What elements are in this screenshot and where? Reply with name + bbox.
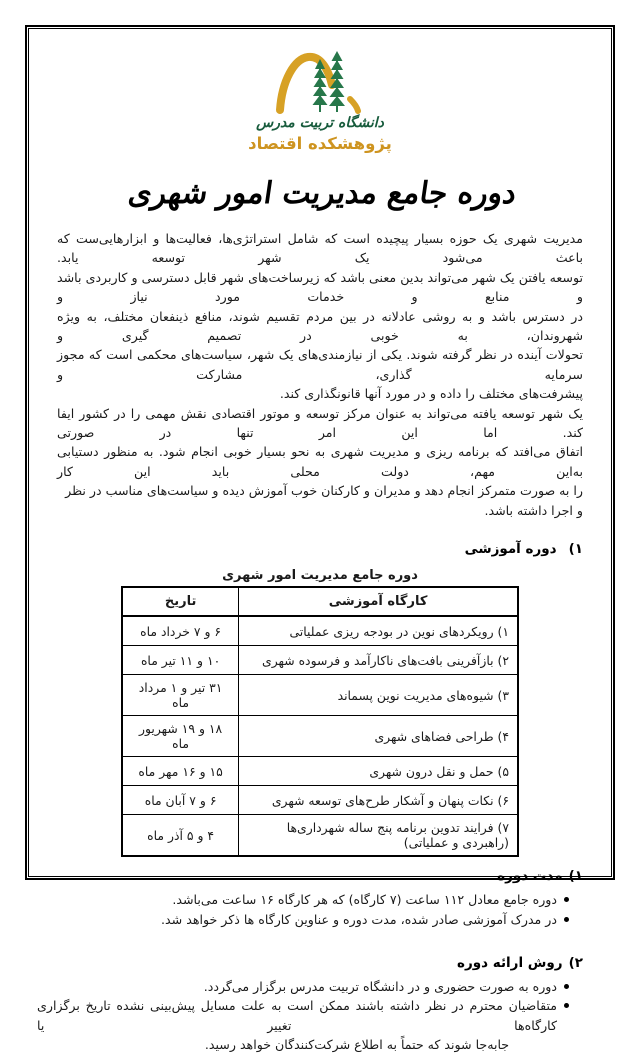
list-item xyxy=(57,977,569,996)
section-heading-delivery xyxy=(57,955,583,971)
section-label: مدت دوره xyxy=(497,868,563,885)
list-item xyxy=(57,890,569,909)
paragraph-line: یک شهر توسعه یافته می‌تواند به عنوان مرکز توسعه و موتور اقتصادی نقش مهمی را در کشور ایفا کند. اما این امر تنها در صورتی xyxy=(57,405,583,441)
table-header-row xyxy=(122,587,518,616)
date-cell: ۳۱ تیر و ۱ مرداد ماه xyxy=(122,675,239,716)
table-row xyxy=(122,716,518,757)
section-label: دوره آموزشی xyxy=(464,541,557,558)
bullet-text: متقاضیان محترم در نظر داشته باشند ممکن است به علت مسایل پیش‌بینی نشده تاریخ برگزاری کارگاه‌ها تغییر یا xyxy=(37,998,557,1033)
course-title: دوره جامع مدیریت امور شهری xyxy=(124,176,516,211)
bullet-icon xyxy=(564,917,569,922)
paragraph-line: را به صورت متمرکز انجام دهد و مدیران و کارکنان خوب آموزش دیده و سیاست‌های مناسب در نظر و اجرا داشته باشد. xyxy=(65,483,583,518)
delivery-bullet-list xyxy=(37,977,583,1055)
workshop-schedule-table xyxy=(121,586,519,857)
section-label: روش ارائه دوره xyxy=(457,954,563,971)
table-row xyxy=(122,815,518,857)
column-header-workshop: کارگاه آموزشی xyxy=(239,587,518,616)
university-name: دانشگاه تربیت مدرس xyxy=(256,115,384,131)
date-cell: ۱۵ و ۱۶ مهر ماه xyxy=(122,757,239,786)
header-logo-block xyxy=(57,49,583,153)
section-heading-training xyxy=(57,541,583,557)
bullet-icon xyxy=(564,984,569,989)
bullet-text-continuation: جابه‌جا شوند که حتماً به اطلاع شرکت‌کنندگان خواهد رسید. xyxy=(204,1037,510,1053)
paragraph-line: توسعه یافتن یک شهر می‌تواند بدین معنی باشد که زیرساخت‌های شهر قابل دسترسی و کاربردی باشد و منابع و خدمات مورد نیاز و xyxy=(57,269,583,305)
section-number: ۱) xyxy=(568,541,583,558)
bullet-icon xyxy=(564,897,569,902)
table-row xyxy=(122,757,518,786)
intro-paragraph xyxy=(57,229,583,404)
bullet-icon xyxy=(564,1003,569,1008)
table-row xyxy=(122,616,518,646)
list-item xyxy=(57,910,569,929)
workshop-cell: ۲) بازآفرینی بافت‌های ناکارآمد و فرسوده شهری xyxy=(239,646,518,675)
duration-bullet-list xyxy=(57,890,583,929)
table-row xyxy=(122,786,518,815)
section-number: ۲) xyxy=(568,954,583,971)
column-header-date: تاریخ xyxy=(122,587,239,616)
list-item xyxy=(37,996,569,1054)
bullet-text: دوره به صورت حضوری و در دانشگاه تربیت مدرس برگزار می‌گردد. xyxy=(203,978,557,994)
schedule-table-title: دوره جامع مدیریت امور شهری xyxy=(222,568,418,584)
document-content xyxy=(29,49,611,1055)
bullet-text: دوره جامع معادل ۱۱۲ ساعت (۷ کارگاه) که هر کارگاه ۱۶ ساعت می‌باشد. xyxy=(172,892,557,908)
date-cell: ۴ و ۵ آذر ماه xyxy=(122,815,239,857)
paragraph-line: در دسترس باشد و به روشی عادلانه در بین مردم تقسیم شوند، منافع ذینفعان مختلف، به ویژه شهروندان، به خوبی در تصمیم گیری و xyxy=(57,308,583,344)
page-border-inner xyxy=(28,28,612,1053)
logo-arch-foot xyxy=(350,99,358,111)
paragraph-line: تحولات آینده در نظر گرفته شوند. یکی از نیازمندی‌های یک شهر، سیاست‌های محکمی است که مجوز سرمایه گذاری، مشارکت و xyxy=(57,347,583,382)
section-number: ۱) xyxy=(568,868,583,885)
date-cell: ۶ و ۷ آبان ماه xyxy=(122,786,239,815)
date-cell: ۱۸ و ۱۹ شهریور ماه xyxy=(122,716,239,757)
date-cell: ۱۰ و ۱۱ تیر ماه xyxy=(122,646,239,675)
date-cell: ۶ و ۷ خرداد ماه xyxy=(122,616,239,646)
paragraph-line: اتفاق می‌افتد که برنامه ریزی و مدیریت شهری به نحو بسیار خوبی انجام شود. به منظور دستیابی به‌این مهم، دولت محلی باید این کار xyxy=(57,444,583,479)
bullet-text: در مدرک آموزشی صادر شده، مدت دوره و عناوین کارگاه ها ذکر خواهد شد. xyxy=(161,911,557,927)
paragraph-line: مدیریت شهری یک حوزه بسیار پیچیده است که شامل استراتژی‌ها، فعالیت‌ها و ابزارهایی‌ست که باعث می‌شود یک شهر توسعه یابد. xyxy=(57,231,583,266)
workshop-cell: ۴) طراحی فضاهای شهری xyxy=(239,716,518,757)
page-border-frame xyxy=(25,25,615,1053)
workshop-cell: ۳) شیوه‌های مدیریت نوین پسماند xyxy=(239,675,518,716)
workshop-cell: ۱) رویکردهای نوین در بودجه ریزی عملیاتی xyxy=(239,616,518,646)
table-row xyxy=(122,646,518,675)
intro-paragraph xyxy=(57,404,583,520)
section-heading-duration xyxy=(57,868,583,884)
university-logo-icon xyxy=(270,49,370,115)
paragraph-line: پیشرفت‌های مختلف را داده و در مورد آنها قانونگذاری کند. xyxy=(279,386,583,402)
institute-name: پژوهشکده اقتصاد xyxy=(248,134,392,153)
workshop-cell: ۷) فرایند تدوین برنامه پنج ساله شهرداری‌ها (راهبردی و عملیاتی) xyxy=(239,815,518,857)
workshop-cell: ۵) حمل و نقل درون شهری xyxy=(239,757,518,786)
workshop-cell: ۶) نکات پنهان و آشکار طرح‌های توسعه شهری xyxy=(239,786,518,815)
table-row xyxy=(122,675,518,716)
intro-paragraphs xyxy=(57,229,583,520)
